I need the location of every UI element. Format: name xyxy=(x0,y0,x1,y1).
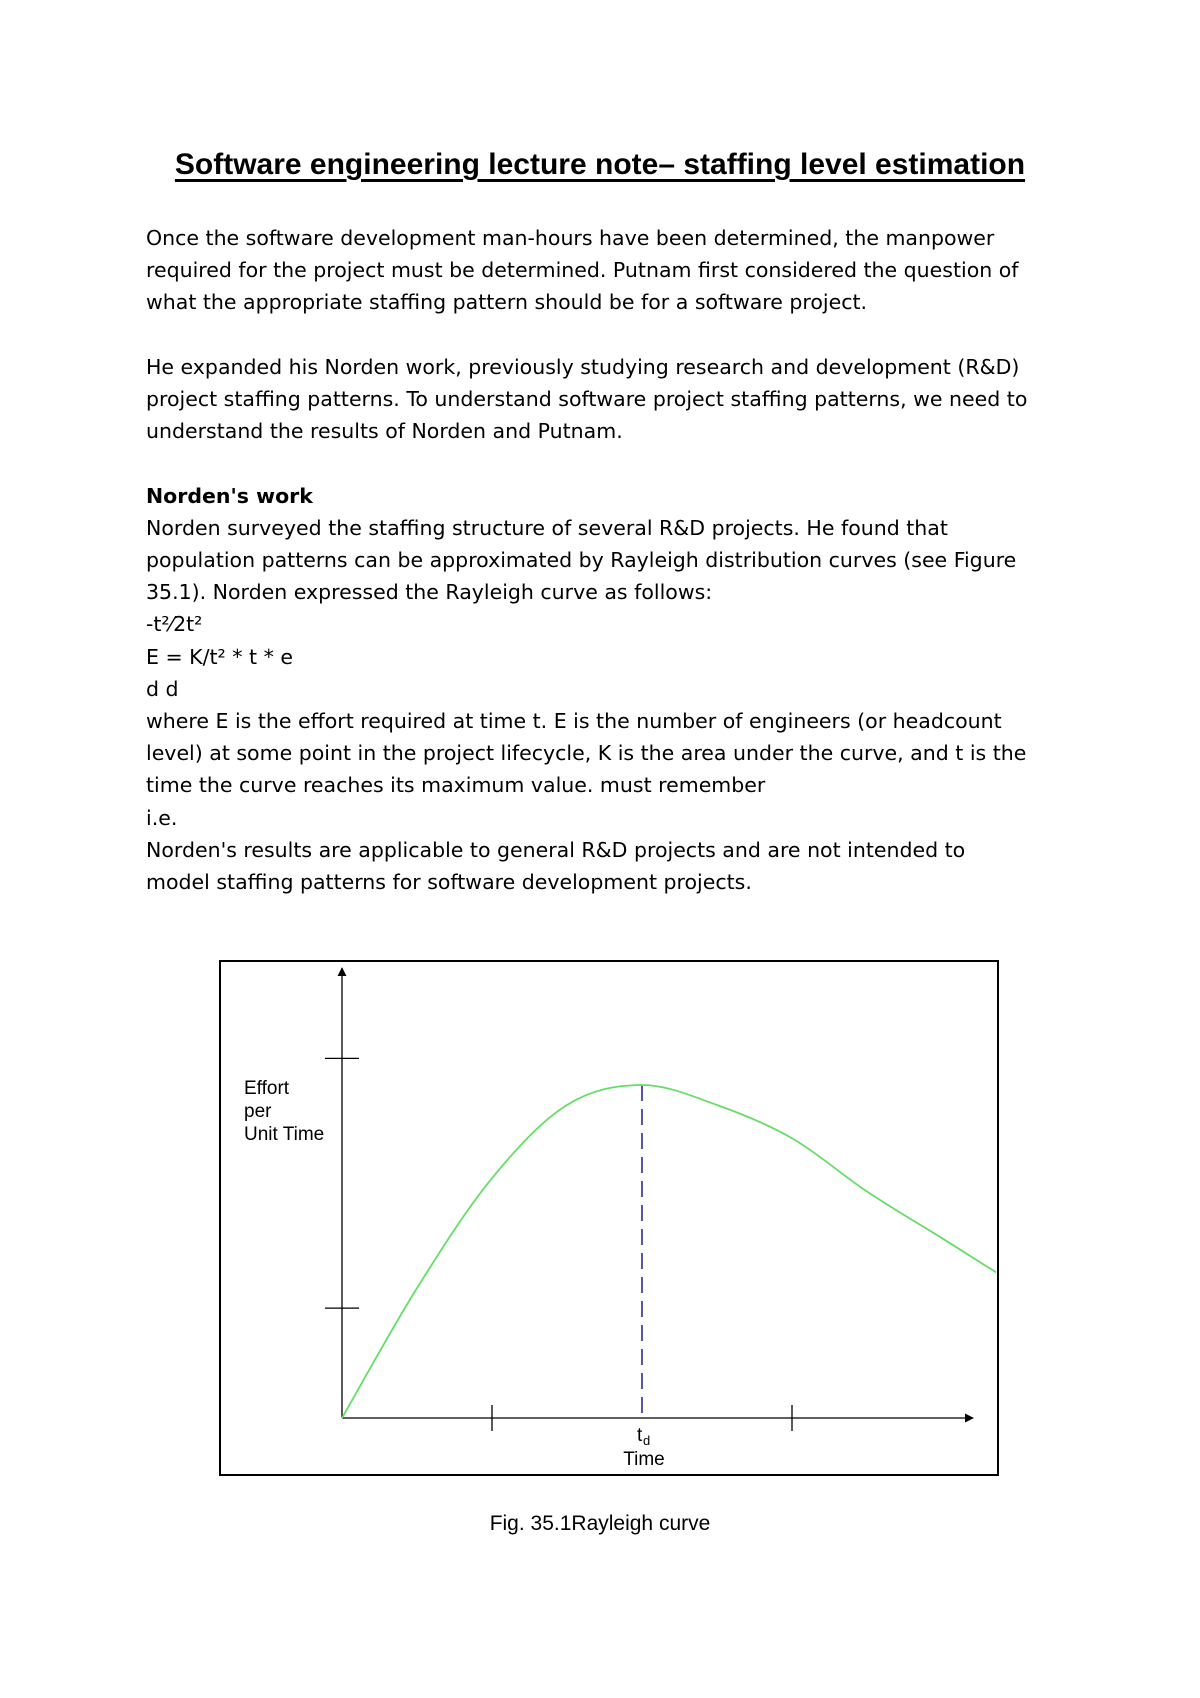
y-axis-label-line-3: Unit Time xyxy=(244,1124,325,1145)
body-text xyxy=(146,222,1086,898)
paragraph-line: level) at some point in the project lifecycle, K is the area under the curve, and t is the xyxy=(146,741,1027,766)
paragraph-line: time the curve reaches its maximum value. must remember xyxy=(146,773,766,798)
formula-exponent: -t²⁄2t² xyxy=(146,612,203,637)
paragraph-line: model staffing patterns for software development projects. xyxy=(146,870,752,895)
formula-subscripts: d d xyxy=(146,676,179,701)
peak-label: t xyxy=(637,1425,643,1446)
paragraph-line: what the appropriate staffing pattern should be for a software project. xyxy=(146,290,868,315)
paragraph-line: Norden surveyed the staffing structure of several R&D projects. He found that xyxy=(146,515,948,540)
y-axis-label-line-1: Effort xyxy=(244,1078,290,1099)
y-axis-label-line-2: per xyxy=(244,1101,272,1122)
paragraph-line: He expanded his Norden work, previously studying research and development (R&D) xyxy=(146,354,1020,379)
page-title: Software engineering lecture note– staffing level estimation xyxy=(174,148,1026,181)
axis-ticks xyxy=(325,1058,792,1431)
paragraph-line: population patterns can be approximated by Rayleigh distribution curves (see Figure xyxy=(146,548,1017,572)
section-heading: Norden's work xyxy=(146,483,313,508)
paragraph-line: Once the software development man-hours have been determined, the manpower xyxy=(146,226,995,250)
paragraph-line: required for the project must be determined. Putnam first considered the question of xyxy=(146,258,1019,283)
rayleigh-curve xyxy=(342,1085,996,1418)
paragraph-line: Norden's results are applicable to general R&D projects and are not intended to xyxy=(146,837,966,862)
rayleigh-chart xyxy=(221,962,996,1473)
x-axis-label: Time xyxy=(623,1449,665,1470)
paragraph-gap xyxy=(146,447,1086,479)
rayleigh-figure xyxy=(219,960,999,1476)
formula-line: E = K/t² * t * e xyxy=(146,644,293,669)
paragraph-gap xyxy=(146,319,1086,351)
peak-label-subscript: d xyxy=(643,1433,651,1448)
figure-caption: Fig. 35.1Rayleigh curve xyxy=(489,1512,711,1535)
paragraph-line: 35.1). Norden expressed the Rayleigh curve as follows: xyxy=(146,580,713,605)
paragraph-line: project staffing patterns. To understand software project staffing patterns, we need to xyxy=(146,387,1028,411)
paragraph-line: understand the results of Norden and Putnam. xyxy=(146,419,623,444)
paragraph-line: i.e. xyxy=(146,805,178,830)
paragraph-line: where E is the effort required at time t. E is the number of engineers (or headcount xyxy=(146,709,1002,734)
